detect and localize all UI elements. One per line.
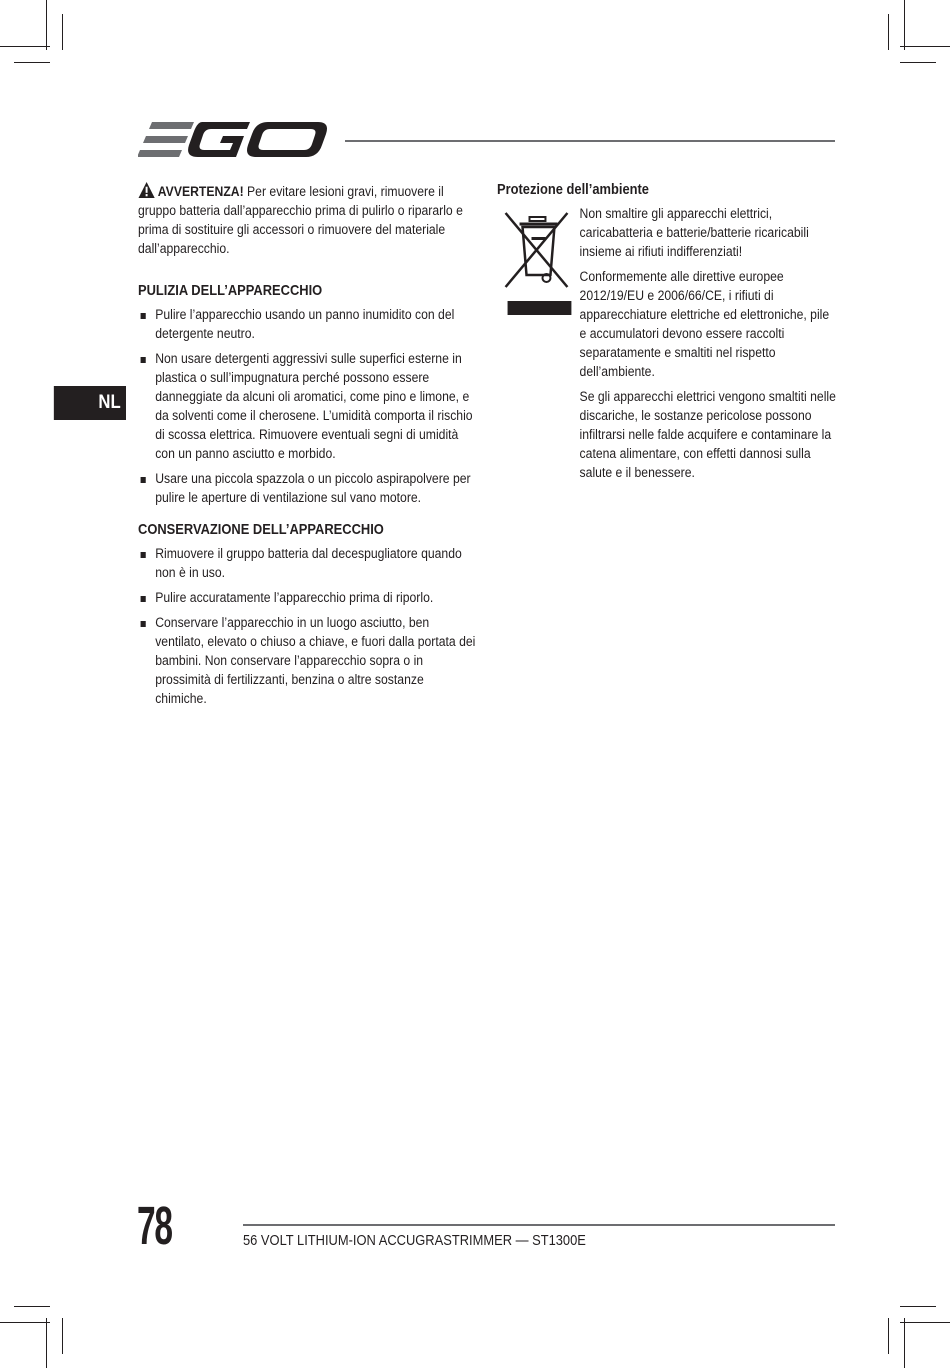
storage-heading: CONSERVAZIONE DELL’APPARECCHIO bbox=[138, 521, 384, 538]
crop-mark bbox=[46, 1318, 47, 1368]
crop-mark bbox=[900, 1306, 936, 1307]
crop-mark bbox=[900, 46, 950, 47]
right-column bbox=[497, 180, 837, 489]
crop-mark bbox=[888, 1318, 889, 1354]
crop-mark bbox=[62, 1318, 63, 1354]
ego-logo bbox=[138, 118, 328, 162]
environment-paragraph: Non smaltire gli apparecchi elettrici, caricabatteria e batterie/batterie ricaricabili insieme ai rifiuti indifferenziati! bbox=[579, 206, 809, 260]
crop-mark bbox=[888, 14, 889, 50]
crop-mark bbox=[46, 0, 47, 50]
warning-label: AVVERTENZA! bbox=[157, 184, 244, 200]
list-item: Pulire l’apparecchio usando un panno inumidito con del detergente neutro. bbox=[138, 306, 478, 344]
warning-triangle-icon bbox=[138, 182, 155, 198]
header-rule bbox=[345, 140, 835, 142]
crop-mark bbox=[904, 0, 905, 50]
footer-title: 56 VOLT LITHIUM-ION ACCUGRASTRIMMER — ST1300E bbox=[243, 1232, 586, 1249]
list-item: Rimuovere il gruppo batteria dal decespugliatore quando non è in uso. bbox=[138, 545, 478, 583]
crop-mark bbox=[900, 1322, 950, 1323]
crop-mark bbox=[0, 46, 50, 47]
environment-paragraph: Conformemente alle direttive europee 2012/19/EU e 2006/66/CE, i rifiuti di apparecchiature elettriche ed elettroniche, pile e accumulatori devono essere raccolti separatamente e smaltiti nel rispetto dell’ambiente. bbox=[579, 269, 830, 380]
environment-paragraph: Se gli apparecchi elettrici vengono smaltiti nelle discariche, le sostanze pericolose possono infiltrarsi nelle falde acquifere e contaminare la catena alimentare, con effetti dannosi sulla salute e il benessere. bbox=[579, 389, 836, 481]
left-column-content bbox=[138, 182, 478, 709]
left-column bbox=[138, 182, 478, 715]
footer-rule bbox=[243, 1224, 835, 1226]
crop-mark bbox=[900, 62, 936, 63]
cleaning-list bbox=[138, 306, 478, 508]
crop-mark bbox=[14, 62, 50, 63]
cleaning-heading: PULIZIA DELL’APPARECCHIO bbox=[138, 282, 323, 299]
crop-mark bbox=[904, 1318, 905, 1368]
language-tab: NL bbox=[54, 386, 126, 420]
warning-text: Per evitare lesioni gravi, rimuovere il gruppo batteria dall’apparecchio prima di pulirlo o ripararlo e prima di sostituire gli accessori o rimuovere del materiale dall’apparecchio. bbox=[138, 184, 463, 257]
environment-text bbox=[580, 205, 837, 483]
list-item: Conservare l’apparecchio in un luogo asciutto, ben ventilato, elevato o chiuso a chiave, e fuori dalla portata dei bambini. Non conservare l’apparecchio sopra o in prossimità di fertilizzanti, benzina o altre sostanze chimiche. bbox=[138, 614, 478, 709]
warning-paragraph bbox=[138, 182, 478, 259]
list-item: Non usare detergenti aggressivi sulle superfici esterne in plastica o sull’impugnatura perché possono essere danneggiate da alcuni oli aromatici, come pino e limone, e da solventi come il cherosene. L’umidità comporta il rischio di scossa elettrica. Rimuovere eventuali segni di umidità con un panno asciutto e morbido. bbox=[138, 350, 478, 464]
right-column-content bbox=[497, 180, 837, 483]
crop-mark bbox=[14, 1306, 50, 1307]
environment-section bbox=[497, 205, 837, 483]
page-number: 78 bbox=[137, 1196, 172, 1256]
crop-mark bbox=[62, 14, 63, 50]
list-item: Pulire accuratamente l’apparecchio prima di riporlo. bbox=[138, 589, 478, 608]
list-item: Usare una piccola spazzola o un piccolo aspirapolvere per pulire le aperture di ventilazione sul vano motore. bbox=[138, 470, 478, 508]
crossed-out-wheelie-bin-icon bbox=[500, 205, 580, 317]
crop-mark bbox=[0, 1322, 50, 1323]
environment-heading: Protezione dell’ambiente bbox=[497, 181, 649, 198]
storage-list bbox=[138, 545, 478, 709]
